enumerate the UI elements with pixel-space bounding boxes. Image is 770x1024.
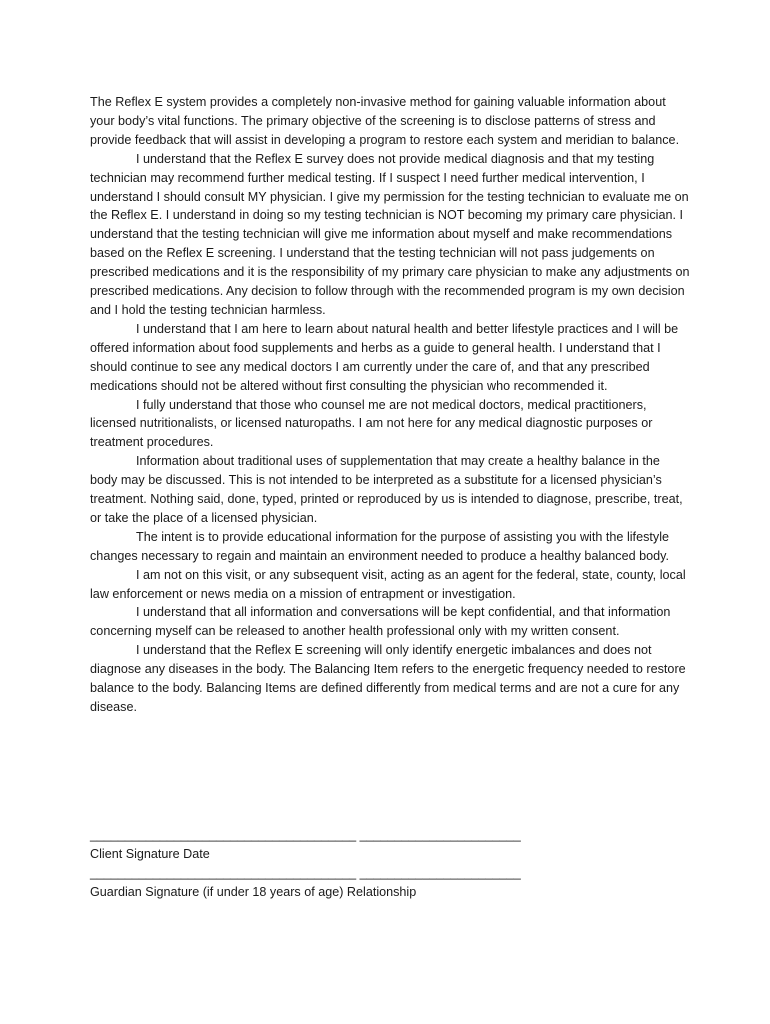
client-signature-label: Client Signature Date: [90, 846, 210, 861]
paragraph-intent: The intent is to provide educational information for the purpose of assisting you with the lifestyle changes necessary to regain and maintain an environment needed to produce a healthy balanced body.: [90, 529, 670, 563]
paragraph-medical-diagnosis: I understand that the Reflex E survey does not provide medical diagnosis and that my testing technician may recommend further medical testing. If I suspect I need further medical intervention, I understand I should consult MY physician. I give my permission for the testing technician to evaluate me on the Reflex E. I understand in doing so my testing technician is NOT becoming my primary care physician. I understand that the testing technician will give me information about myself and make recommendations based on the Reflex E screening. I understand that the testing technician will not pass judgements on prescribed medications and it is the responsibility of my primary care physician to make any adjustments on prescribed medications. Any decision to follow through with the recommended program is my own decision and I hold the testing technician harmless.: [90, 151, 690, 317]
paragraph-confidential: I understand that all information and conversations will be kept confidential, and that information concerning myself can be released to another health professional only with my written consent.: [90, 605, 671, 639]
paragraph-supplementation: Information about traditional uses of supplementation that may create a healthy balance in the body may be discussed. This is not intended to be interpreted as a substitute for a licensed physician’s treatment. Nothing said, done, typed, printed or reproduced by us is intended to diagnose, prescribe, treat, or take the place of a licensed physician.: [90, 454, 683, 525]
paragraph-intro: The Reflex E system provides a completely non-invasive method for gaining valuable information about your body’s vital functions. The primary objective of the screening is to disclose patterns of stress and provide feedback that will assist in developing a program to restore each system and meridian to balance.: [90, 95, 680, 147]
paragraph-natural-health: I understand that I am here to learn about natural health and better lifestyle practices and I will be offered information about food supplements and herbs as a guide to general health. I understand that I should continue to see any medical doctors I am currently under the care of, and that any prescribed medications should not be altered without first consulting the physician who recommended it.: [90, 321, 679, 393]
client-signature-line[interactable]: ______________________________________ _______________________: [90, 828, 521, 842]
guardian-signature-line[interactable]: ______________________________________ _______________________: [90, 865, 521, 880]
paragraph-agent: I am not on this visit, or any subsequent visit, acting as an agent for the federal, state, county, local law enforcement or news media on a mission of entrapment or investigation.: [90, 567, 686, 601]
paragraph-balancing-items: I understand that the Reflex E screening will only identify energetic imbalances and does not diagnose any diseases in the body. The Balancing Item refers to the energetic frequency needed to restore balance to the body. Balancing Items are defined differently from medical terms and are not a cure for any disease.: [90, 643, 686, 714]
paragraph-counselors: I fully understand that those who counsel me are not medical doctors, medical practitioners, licensed nutritionalists, or licensed naturopaths. I am not here for any medical diagnostic purposes or treatment procedures.: [90, 397, 653, 450]
signature-block: [90, 826, 690, 902]
guardian-signature-label: Guardian Signature (if under 18 years of age) Relationship: [90, 884, 417, 899]
consent-body: [90, 93, 690, 717]
